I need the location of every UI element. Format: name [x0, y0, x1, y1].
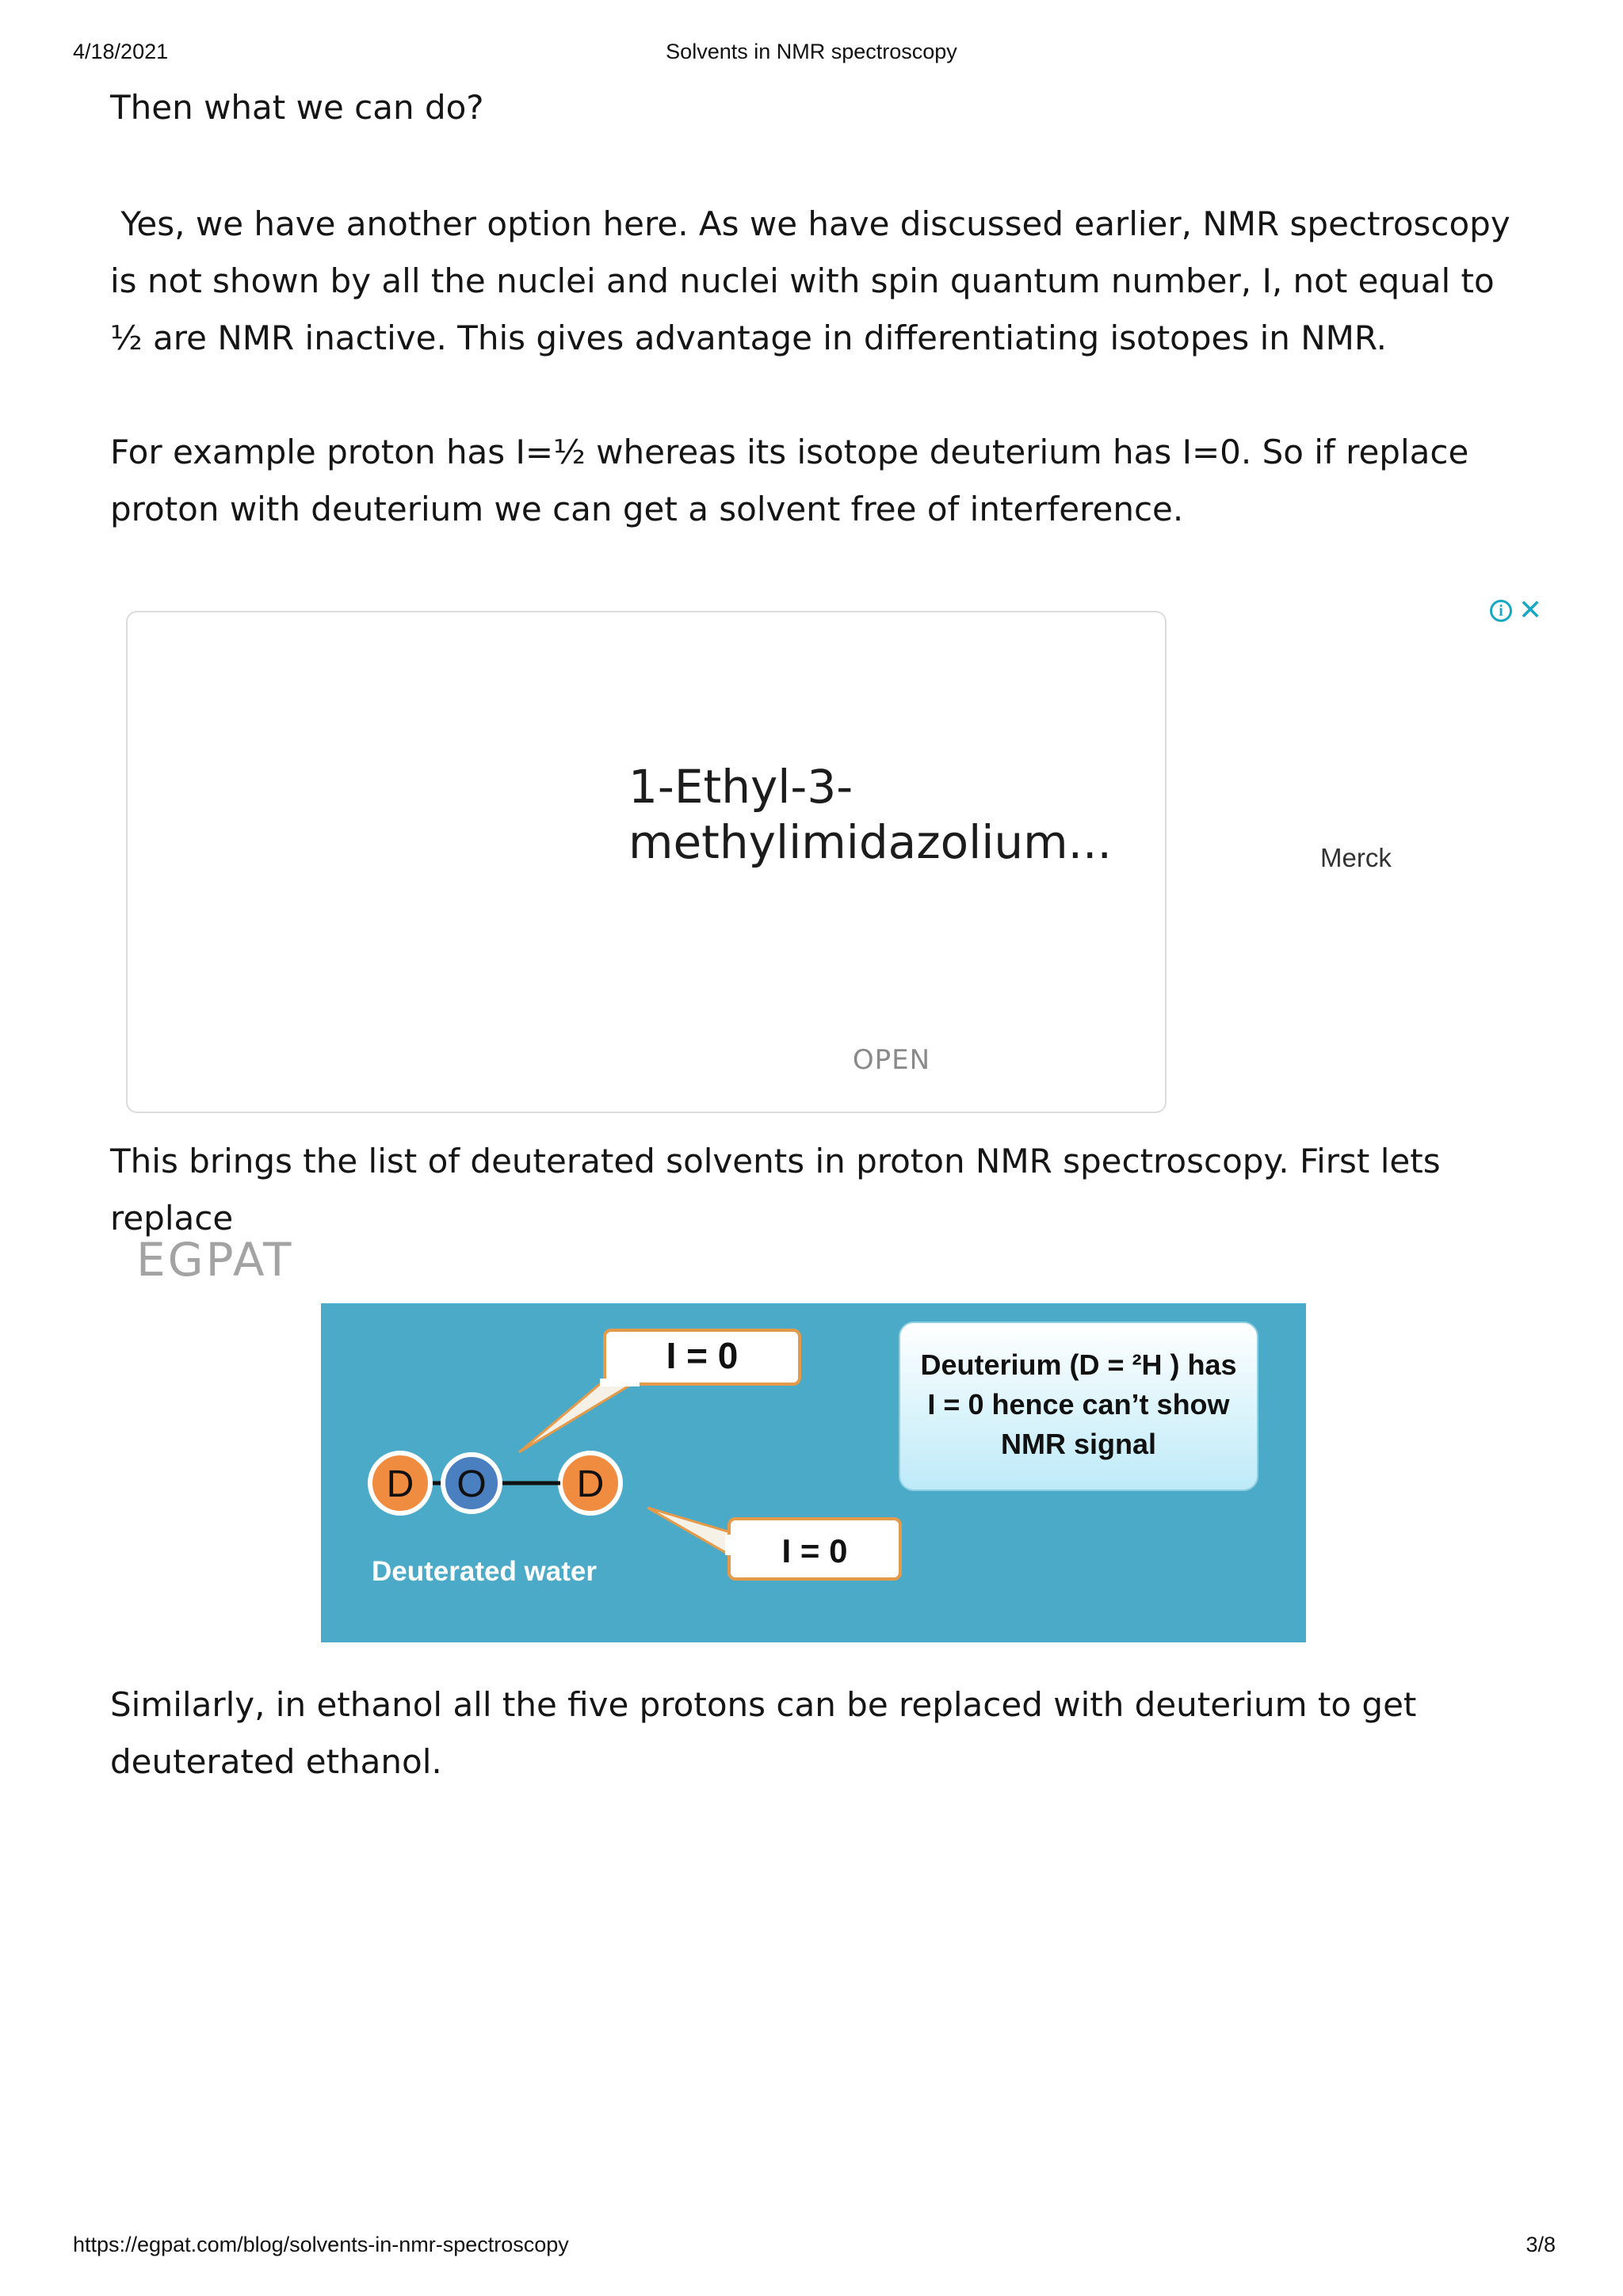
atom-d-right	[560, 1453, 621, 1513]
paragraph-deuterium-example: For example proton has I=½ whereas its isotope deuterium has I=0. So if replace proton with deuterium we can get a solvent free of interference.	[110, 433, 1469, 528]
paragraph-nmr-inactive: Yes, we have another option here. As we have discussed earlier, NMR spectroscopy is not shown by all the nuclei and nuclei with spin quantum number, I, not equal to ½ are NMR inactive. This gives advantage in differentiating isotopes in NMR.	[110, 204, 1522, 357]
info-line-3: NMR signal	[1000, 1428, 1157, 1460]
footer-url: https://egpat.com/blog/solvents-in-nmr-spectroscopy	[73, 2233, 569, 2256]
info-line-1: Deuterium (D = ²H ) has	[920, 1348, 1237, 1381]
ad-open-button[interactable]: OPEN	[852, 1044, 931, 1076]
footer-page-number: 3/8	[1526, 2233, 1556, 2256]
figure-caption: Deuterated water	[372, 1556, 597, 1587]
header-date: 4/18/2021	[73, 40, 169, 63]
svg-text:D: D	[576, 1463, 605, 1505]
callout-bottom-label: I = 0	[781, 1532, 848, 1569]
paragraph-question: Then what we can do?	[110, 88, 484, 127]
ad-headline[interactable]: 1-Ethyl-3- methylimidazolium...	[628, 760, 1112, 869]
paragraph-deuterated-ethanol: Similarly, in ethanol all the five protons can be replaced with deuterium to get deuterated ethanol.	[110, 1685, 1417, 1781]
callout-top-label: I = 0	[666, 1335, 739, 1376]
ad-advertiser-name[interactable]: Merck	[1320, 843, 1392, 872]
atom-d-left	[370, 1453, 430, 1513]
atom-o	[443, 1455, 500, 1512]
close-icon[interactable]: ✕	[1518, 594, 1543, 627]
svg-text:O: O	[456, 1463, 487, 1505]
svg-text:D: D	[386, 1463, 414, 1505]
deuterated-water-figure	[321, 1303, 1306, 1642]
info-line-2: I = 0 hence can’t show	[927, 1388, 1230, 1421]
brand-label: EGPAT	[136, 1233, 294, 1287]
ad-controls	[1490, 594, 1543, 627]
info-icon[interactable]: i	[1490, 600, 1512, 622]
paragraph-deuterated-solvents: This brings the list of deuterated solvents in proton NMR spectroscopy. First lets replace	[110, 1142, 1441, 1238]
header-title: Solvents in NMR spectroscopy	[666, 40, 957, 63]
